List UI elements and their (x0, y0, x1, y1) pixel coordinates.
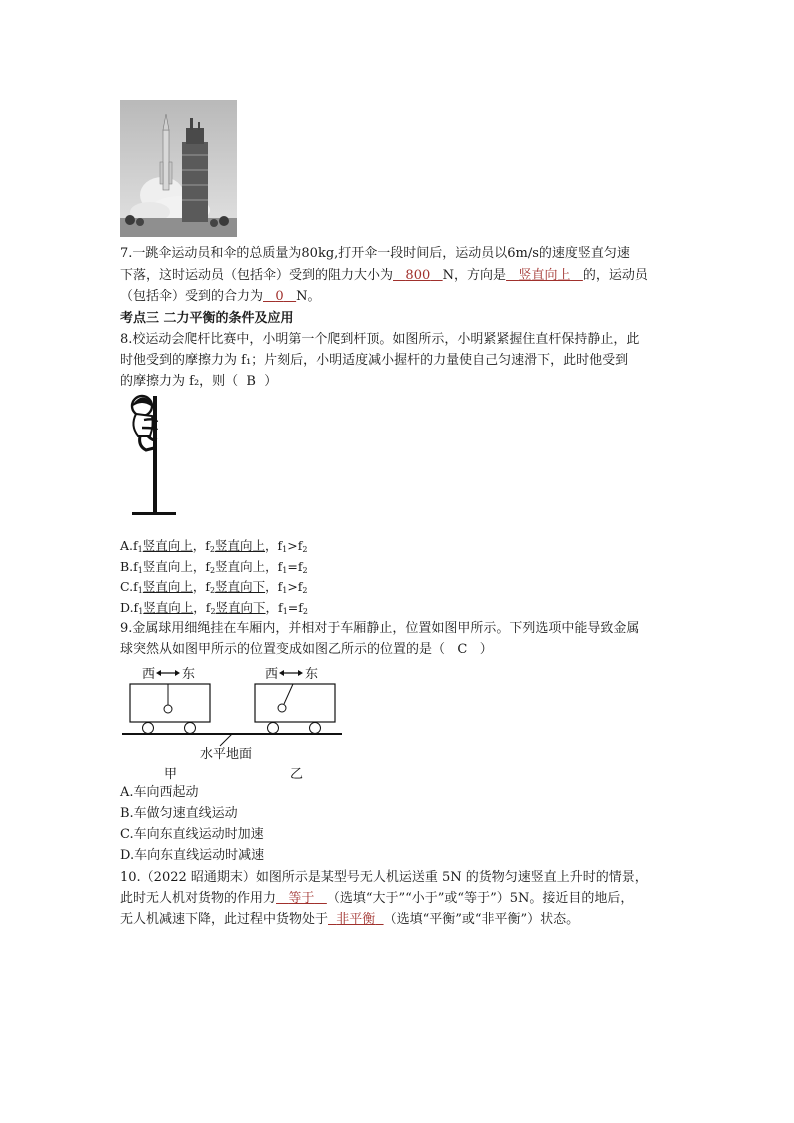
q10-line2 (120, 889, 633, 909)
q8-option-d: $D.f_1$竖直向上，$f_2$竖直向下，$f_1=f_2$ (120, 600, 308, 616)
fig-east-label-jia: 东 (182, 667, 196, 682)
fig-west-label-jia: 西 (142, 667, 156, 682)
q7-answer-3: 0 (275, 289, 284, 304)
q10-line3-text-a: 无人机减速下降，此过程中货物处于 (120, 912, 329, 927)
fig-jia-label: 甲 (164, 767, 178, 782)
fig-ground-label: 水平地面 (200, 747, 253, 762)
carriage-figure (120, 662, 345, 782)
q9-option-a: A.车向西起动 (120, 785, 199, 800)
q10-answer-1: 等于 (288, 891, 315, 906)
q8-line3-text-a: 的摩擦力为 f₂，则（ (120, 374, 239, 389)
q10-line3-text-b: （选填“平衡”或“非平衡”）状态。 (383, 912, 580, 927)
q7-line2-text-c: 的，运动员 (582, 268, 648, 283)
q9-line2-text-a: 球突然从如图甲所示的位置变成如图乙所示的位置的是（ (120, 642, 446, 657)
q7-line2-text-b: N，方向是 (442, 268, 507, 283)
q9-line2 (120, 640, 493, 660)
q9-line2-text-b: ） (479, 642, 493, 657)
fig-yi-label: 乙 (290, 767, 304, 782)
q8-option-b: $B.f_1$竖直向上，$f_2$竖直向上，$f_1=f_2$ (120, 559, 308, 575)
rocket-launch-photo (120, 100, 237, 237)
q10-answer-2: 非平衡 (336, 912, 376, 927)
q8-line1: 8.校运动会爬杆比赛中，小明第一个爬到杆顶。如图所示，小明紧紧握住直杆保持静止，此 (120, 332, 640, 347)
q8-line3-text-b: ） (264, 374, 278, 389)
pole-climber-figure (126, 392, 176, 520)
q10-line2-text-b: （选填“大于”“小于”或“等于”）5N。接近目的地后， (326, 891, 634, 906)
q9-option-c: C.车向东直线运动时加速 (120, 827, 264, 842)
q10-line2-text-a: 此时无人机对货物的作用力 (120, 891, 277, 906)
q8-option-c: $C.f_1$竖直向上，$f_2$竖直向下，$f_1>f_2$ (120, 579, 308, 595)
q7-line2-text-a: 下落，这时运动员（包括伞）受到的阻力大小为 (120, 268, 394, 283)
q9-option-b: B.车做匀速直线运动 (120, 806, 238, 821)
q8-option-a: $A.f_1$竖直向上，$f_2$竖直向上，$f_1>f_2$ (120, 538, 308, 554)
q7-line3-text-b: N。 (296, 289, 321, 304)
q8-line3 (120, 372, 277, 392)
q7-line3 (120, 287, 321, 307)
q8-answer: B (246, 374, 256, 389)
fig-east-label-yi: 东 (305, 667, 319, 682)
fig-west-label-yi: 西 (265, 667, 279, 682)
q10-line1: 10.（2022 昭通期末）如图所示是某型号无人机运送重 5N 的货物匀速竖直上升时的情景， (120, 870, 648, 885)
section3-title: 考点三 二力平衡的条件及应用 (120, 311, 294, 326)
q7-answer-1: 800 (405, 268, 431, 283)
q7-line2 (120, 266, 648, 286)
q10-line3 (120, 910, 579, 930)
q9-line1: 9.金属球用细绳挂在车厢内，并相对于车厢静止，位置如图甲所示。下列选项中能导致金属 (120, 621, 640, 636)
q9-answer: C (457, 642, 468, 657)
q8-line2: 时他受到的摩擦力为 f₁；片刻后，小明适度减小握杆的力量使自己匀速滑下，此时他受到 (120, 353, 629, 368)
q7-line3-text-a: （包括伞）受到的合力为 (120, 289, 264, 304)
q9-option-d: D.车向东直线运动时减速 (120, 848, 265, 863)
q7-answer-2: 竖直向上 (518, 268, 571, 283)
q7-line1: 7.一跳伞运动员和伞的总质量为80kg,打开伞一段时间后，运动员以6m/s的速度竖直匀速 (120, 246, 630, 261)
